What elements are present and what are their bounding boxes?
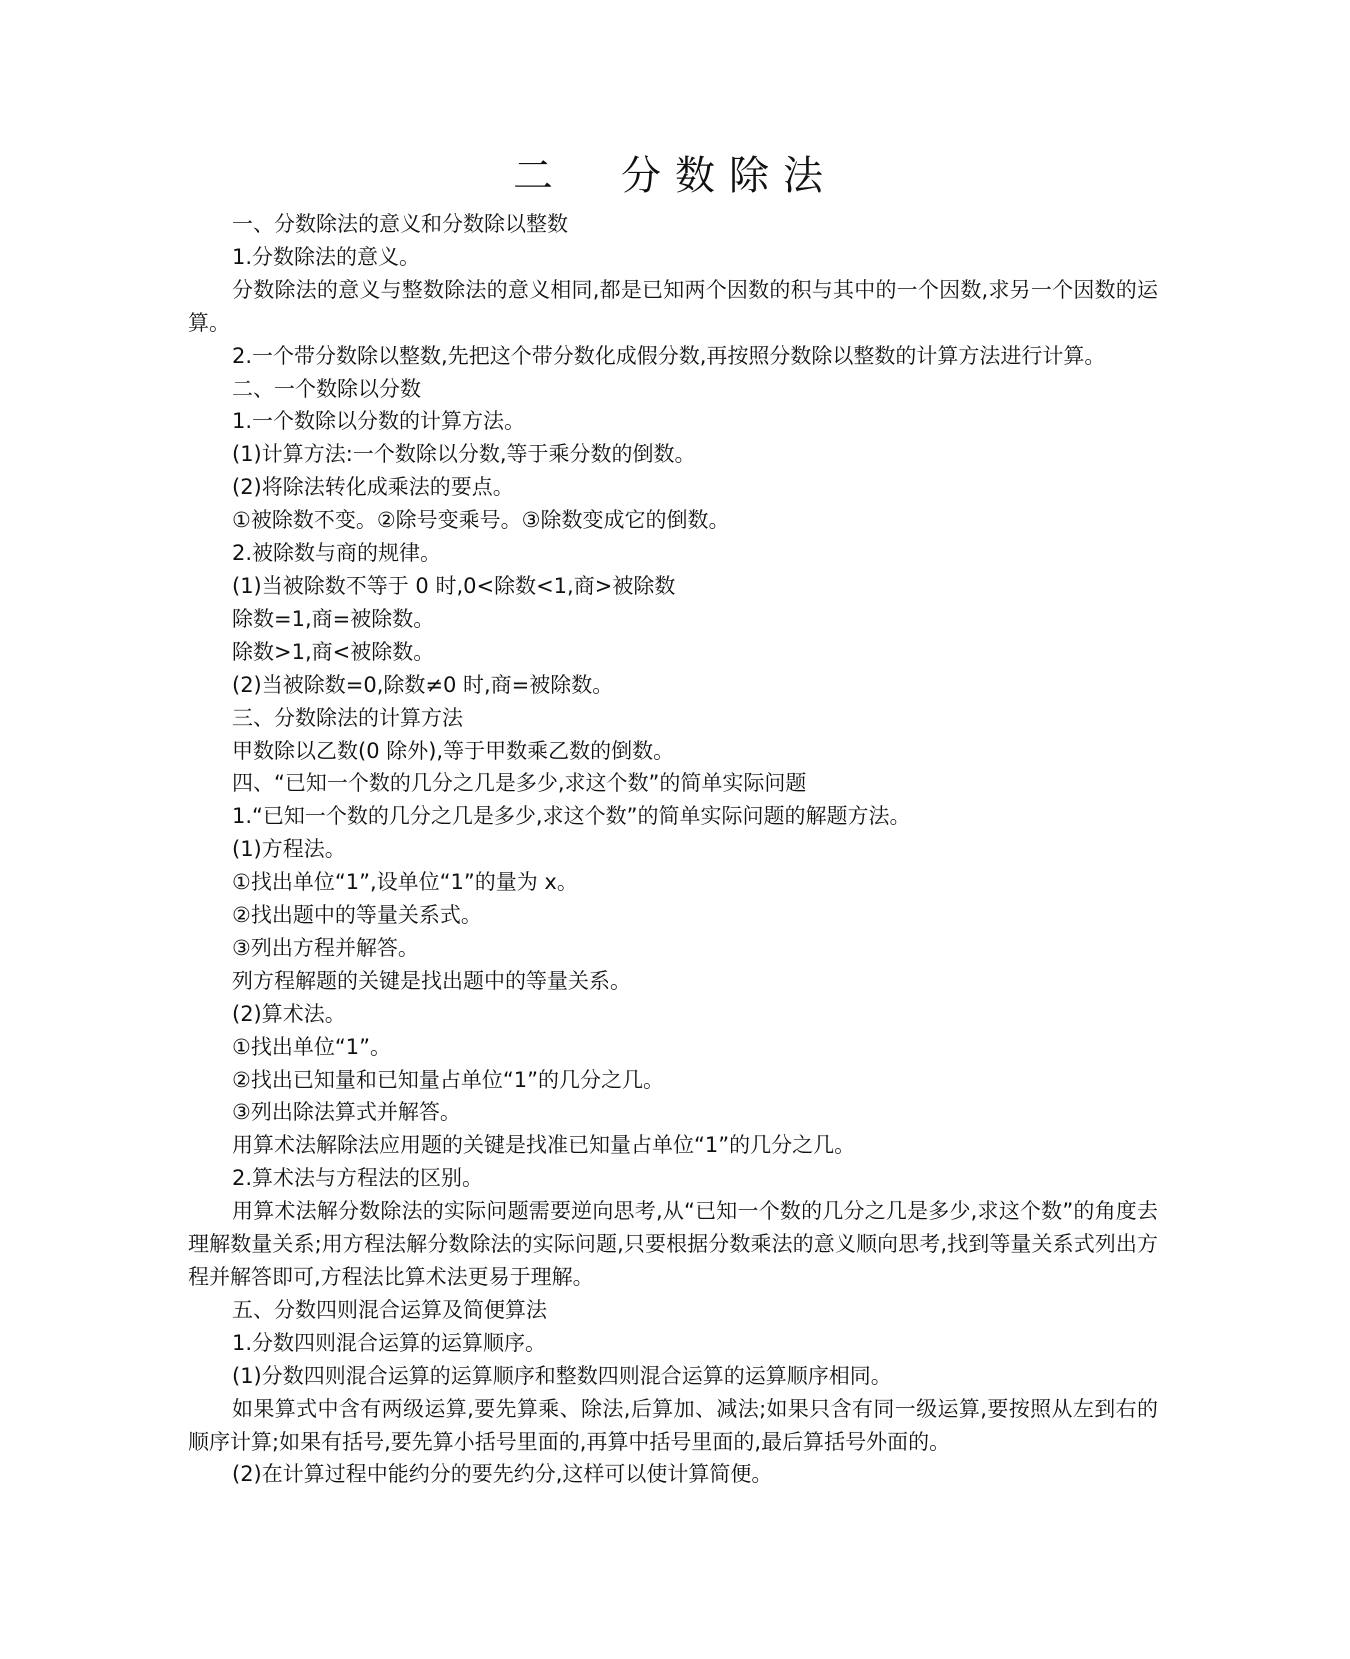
- text-line: ①找出单位“1”,设单位“1”的量为 x。: [232, 870, 578, 895]
- section-heading: 五、分数四则混合运算及简便算法: [232, 1297, 547, 1322]
- section-heading: 二、一个数除以分数: [232, 376, 421, 401]
- subheading: 2.算术法与方程法的区别。: [232, 1166, 484, 1191]
- section-heading: 三、分数除法的计算方法: [232, 705, 463, 730]
- paragraph: 分数除法的意义与整数除法的意义相同,都是已知两个因数的积与其中的一个因数,求另一个因数的运算。: [188, 277, 1158, 335]
- text-line: ②找出题中的等量关系式。: [232, 903, 482, 928]
- text-line: 除数>1,商<被除数。: [232, 639, 435, 664]
- section-heading: 四、“已知一个数的几分之几是多少,求这个数”的简单实际问题: [232, 771, 807, 796]
- section-heading: 一、分数除法的意义和分数除以整数: [232, 212, 568, 236]
- subheading: 2.被除数与商的规律。: [232, 541, 442, 566]
- text-line: (2)算术法。: [232, 1001, 346, 1026]
- text-line: (2)在计算过程中能约分的要先约分,这样可以使计算简便。: [232, 1462, 773, 1487]
- page-title: 二 分数除法: [513, 153, 837, 199]
- text-line: (1)方程法。: [232, 837, 346, 862]
- text-line: 除数=1,商=被除数。: [232, 606, 435, 631]
- text-line: 用算术法解除法应用题的关键是找准已知量占单位“1”的几分之几。: [232, 1133, 856, 1158]
- text-line: (1)分数四则混合运算的运算顺序和整数四则混合运算的运算顺序相同。: [232, 1363, 892, 1388]
- text-line: 2.一个带分数除以整数,先把这个带分数化成假分数,再按照分数除以整数的计算方法进行计算。: [232, 343, 1106, 368]
- text-line: 甲数除以乙数(0 除外),等于甲数乘乙数的倒数。: [232, 738, 675, 763]
- text-line: ②找出已知量和已知量占单位“1”的几分之几。: [232, 1067, 664, 1092]
- text-line: ①找出单位“1”。: [232, 1034, 391, 1059]
- subheading: 1.分数除法的意义。: [232, 244, 421, 269]
- subheading: 1.分数四则混合运算的运算顺序。: [232, 1330, 547, 1355]
- paragraph: 用算术法解分数除法的实际问题需要逆向思考,从“已知一个数的几分之几是多少,求这个数”的角度去理解数量关系;用方程法解分数除法的实际问题,只要根据分数乘法的意义顺向思考,找到等量关系式列出方程并解答即可,方程法比算术法更易于理解。: [188, 1199, 1158, 1289]
- text-line: 列方程解题的关键是找出题中的等量关系。: [232, 968, 631, 993]
- subheading: 1.“已知一个数的几分之几是多少,求这个数”的简单实际问题的解题方法。: [232, 804, 911, 829]
- subheading: 1.一个数除以分数的计算方法。: [232, 409, 526, 434]
- text-line: (2)当被除数=0,除数≠0 时,商=被除数。: [232, 672, 614, 697]
- text-line: (1)当被除数不等于 0 时,0<除数<1,商>被除数: [232, 573, 676, 598]
- document-body: [188, 208, 1158, 1491]
- text-line: ③列出方程并解答。: [232, 935, 419, 960]
- text-line: (1)计算方法:一个数除以分数,等于乘分数的倒数。: [232, 442, 696, 467]
- text-line: ③列出除法算式并解答。: [232, 1100, 461, 1125]
- text-line: ①被除数不变。②除号变乘号。③除数变成它的倒数。: [232, 508, 730, 533]
- text-line: (2)将除法转化成乘法的要点。: [232, 475, 514, 500]
- paragraph: 如果算式中含有两级运算,要先算乘、除法,后算加、减法;如果只含有同一级运算,要按照从左到右的顺序计算;如果有括号,要先算小括号里面的,再算中括号里面的,最后算括号外面的。: [188, 1396, 1158, 1454]
